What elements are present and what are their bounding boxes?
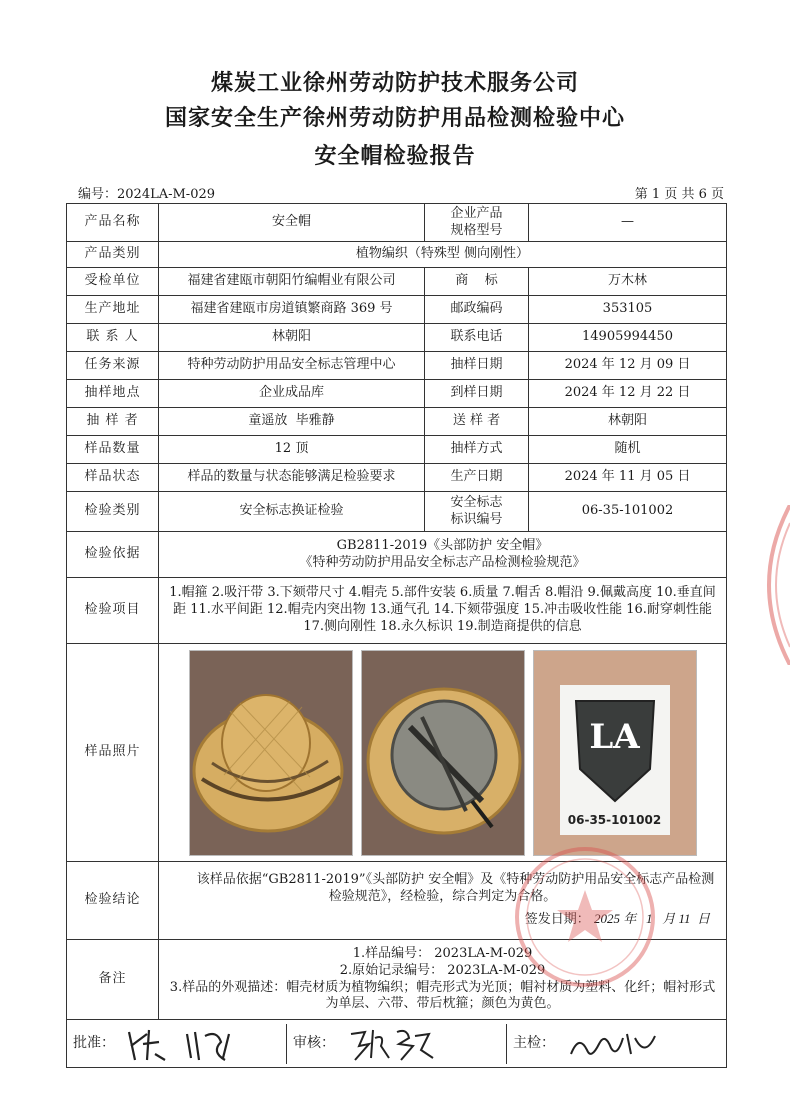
quantity-label: 样品数量 — [67, 436, 159, 464]
table-row — [67, 204, 727, 242]
mark-number-text: 06-35-101002 — [567, 812, 662, 827]
approve-cell — [67, 1024, 286, 1064]
category-label: 产品类别 — [67, 242, 159, 268]
address-label: 生产地址 — [67, 296, 159, 324]
basis — [159, 532, 727, 578]
table-row — [67, 436, 727, 464]
postcode-label: 邮政编码 — [425, 296, 529, 324]
table-row — [67, 242, 727, 268]
sampling-date: 2024 年 12 月 09 日 — [529, 352, 727, 380]
sender: 林朝阳 — [529, 408, 727, 436]
reviewer-signature-icon — [345, 1024, 445, 1064]
remark-3: 3.样品的外观描述：帽壳材质为植物编织；帽壳形式为光顶；帽衬材质为塑料、化纤；帽衬形式为单层、六带、带后枕箍；颜色为黄色。 — [169, 979, 716, 1012]
chief-label: 主检： — [513, 1035, 555, 1052]
task-source-label: 任务来源 — [67, 352, 159, 380]
photos-cell — [159, 644, 727, 862]
category: 植物编织（特殊型 侧向刚性） — [159, 242, 727, 268]
edge-seal-icon — [742, 505, 790, 665]
basis-standard-2: 《特种劳动防护用品安全标志产品检测检验规范》 — [299, 554, 586, 570]
table-row — [67, 532, 727, 578]
state-label: 样品状态 — [67, 464, 159, 492]
sign-date-line — [165, 911, 720, 929]
conclusion-text: 该样品依据“GB2811-2019”《头部防护 安全帽》及《特种劳动防护用品安全标志产品检测检验规范》，经检验，综合判定为合格。 — [196, 871, 715, 904]
la-logo-text: LA — [589, 716, 640, 757]
approver-signature-icon — [125, 1024, 245, 1064]
sampler-label: 抽 样 者 — [67, 408, 159, 436]
table-row — [67, 1020, 727, 1068]
sampler: 童遥放 毕雅静 — [159, 408, 425, 436]
phone: 14905994450 — [529, 324, 727, 352]
sampling-place-label: 抽样地点 — [67, 380, 159, 408]
insp-type: 安全标志换证检验 — [159, 492, 425, 532]
task-source: 特种劳动防护用品安全标志管理中心 — [159, 352, 425, 380]
items-label: 检验项目 — [67, 578, 159, 644]
report-number: 编号：2024LA-M-029 — [78, 187, 216, 202]
product-name: 安全帽 — [159, 204, 425, 242]
table-row — [67, 578, 727, 644]
report-title: 安全帽检验报告 — [314, 143, 476, 169]
prod-date-label: 生产日期 — [425, 464, 529, 492]
chief-signature-icon — [565, 1024, 665, 1064]
insp-type-label: 检验类别 — [67, 492, 159, 532]
trademark-label: 商 标 — [425, 268, 529, 296]
signature-row — [67, 1020, 727, 1068]
helmet-top-image — [190, 651, 352, 855]
remark-2: 2.原始记录编号： 2023LA-M-029 — [339, 962, 546, 978]
spec-label: 企业产品 规格型号 — [425, 204, 529, 242]
arrival-date-label: 到样日期 — [425, 380, 529, 408]
phone-label: 联系电话 — [425, 324, 529, 352]
arrival-date: 2024 年 12 月 22 日 — [529, 380, 727, 408]
conclusion-cell — [159, 862, 727, 940]
table-row — [67, 380, 727, 408]
state: 样品的数量与状态能够满足检验要求 — [159, 464, 425, 492]
contact: 林朝阳 — [159, 324, 425, 352]
items: 1.帽箍 2.吸汗带 3.下颏带尺寸 4.帽壳 5.部件安装 6.质量 7.帽舌 8.帽沿 9.佩戴高度 10.垂直间距 11.水平间距 12.帽壳内突出物 13.通气孔 14.下颏带强度 15.冲击吸收性能 16.耐穿刺性能 17.侧向刚性 18.永久标识 19.制造商提供的信息 — [159, 578, 727, 644]
review-label: 审核： — [293, 1035, 335, 1052]
remarks-cell — [159, 940, 727, 1020]
table-row — [67, 296, 727, 324]
quantity: 12 顶 — [159, 436, 425, 464]
mark-no-label: 安全标志 标识编号 — [425, 492, 529, 532]
contact-label: 联 系 人 — [67, 324, 159, 352]
sampling-place: 企业成品库 — [159, 380, 425, 408]
table-row — [67, 464, 727, 492]
table-row — [67, 408, 727, 436]
sign-date: 2025 年 1 月 11 日 — [593, 911, 710, 927]
page-info: 第 1 页 共 6 页 — [634, 187, 724, 202]
table-row — [67, 492, 727, 532]
photo-strip — [163, 650, 722, 856]
trademark: 万木林 — [529, 268, 727, 296]
table-row — [67, 352, 727, 380]
photos-label: 样品照片 — [67, 644, 159, 862]
table-row — [67, 324, 727, 352]
remark-1: 1.样品编号： 2023LA-M-029 — [352, 945, 533, 961]
chief-cell — [506, 1024, 726, 1064]
sign-date-label: 签发日期： — [524, 912, 590, 928]
method-label: 抽样方式 — [425, 436, 529, 464]
org-title-1: 煤炭工业徐州劳动防护技术服务公司 — [210, 70, 579, 96]
inspected-unit-label: 受检单位 — [67, 268, 159, 296]
mark-no: 06-35-101002 — [529, 492, 727, 532]
postcode: 353105 — [529, 296, 727, 324]
report-table — [66, 203, 727, 1068]
helmet-inside-photo — [361, 650, 525, 856]
remarks-label: 备注 — [67, 940, 159, 1020]
approve-label: 批准： — [73, 1035, 115, 1052]
sender-label: 送 样 者 — [425, 408, 529, 436]
sampling-date-label: 抽样日期 — [425, 352, 529, 380]
table-row — [67, 862, 727, 940]
org-title-2: 国家安全生产徐州劳动防护用品检测检验中心 — [164, 105, 625, 131]
method: 随机 — [529, 436, 727, 464]
prod-date: 2024 年 11 月 05 日 — [529, 464, 727, 492]
helmet-top-photo — [189, 650, 353, 856]
conclusion-label: 检验结论 — [67, 862, 159, 940]
spec: — — [529, 204, 727, 242]
helmet-inside-image — [362, 651, 524, 855]
basis-standard-1: GB2811-2019《头部防护 安全帽》 — [336, 537, 549, 553]
address: 福建省建瓯市房道镇繁商路 369 号 — [159, 296, 425, 324]
review-cell — [286, 1024, 506, 1064]
label-photo — [533, 650, 697, 856]
inspected-unit: 福建省建瓯市朝阳竹编帽业有限公司 — [159, 268, 425, 296]
table-row — [67, 940, 727, 1020]
table-row — [67, 268, 727, 296]
basis-label: 检验依据 — [67, 532, 159, 578]
table-row — [67, 644, 727, 862]
product-name-label: 产品名称 — [67, 204, 159, 242]
